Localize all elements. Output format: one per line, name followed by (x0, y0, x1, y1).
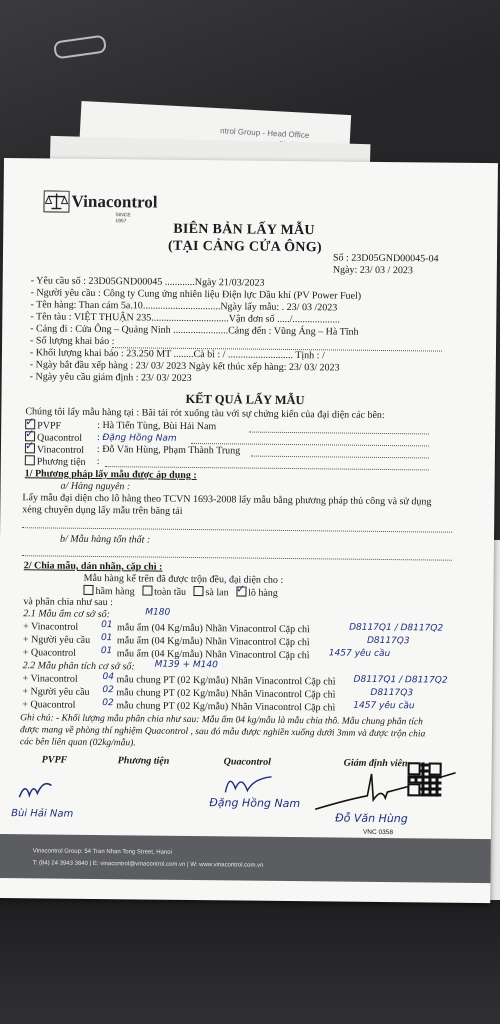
section1-a-text2: xẻng chuyên dụng lấy mẫu trên băng tải (22, 504, 183, 517)
stored-row-quacontrol: + Quacontrol (22, 647, 77, 659)
footer-contacts: T: (84) 24 3943 3840 | E: vinacontrol@vinacontrol.com.vn | W: www.vinacontrol.com.vn (32, 860, 264, 869)
signature-label-pvpf: PVPF (41, 754, 68, 766)
analysis-row-requester: + Người yêu cầu (22, 686, 90, 698)
field-request-no: - Yêu cầu số : 23D05GND00045 ............Ngày 21/03/2023 (30, 275, 265, 289)
report-number: Số : 23D05GND00045-04 (332, 252, 439, 265)
quacontrol-signer-name: Đặng Hồng Nam (209, 796, 301, 811)
party-vehicle: Phương tiện (25, 455, 86, 468)
note-line-3: các bên liên quan (02kg/mẫu). (19, 737, 136, 749)
analysis-row-quacontrol: + Quacontrol (22, 699, 76, 711)
party-vinacontrol: ✓Vinacontrol (25, 443, 84, 456)
report-subtitle: (TẠI CẢNG CỬA ÔNG) (168, 238, 322, 256)
vehicle-checkbox[interactable] (25, 455, 35, 465)
field-goods: - Tên hàng: Than cám 5a.10...............................Ngày lấy mẫu: . 23/ 03 /2023 (30, 299, 338, 314)
sampling-report-sheet: Vinacontrol SINCE 1957 BIÊN BẢN LẤY MẪU (TẠI CẢNG CỬA ÔNG) Số : 23D05GND00045-04 Ngày: 23/ 03 / 2023 - Yêu cầu số : 23D05GND00045 ............Ngày 21/03/2023 - Người yêu cầu : Công ty Cung ứng nhiên liệu Điện lực Dầu khí (PV Power Fuel) - Tên hàng: Than cám 5a.10...............................Ngày lấy mẫu: . 23/ 03 /2023 - Tên tàu : VIỆT THUẬN 235...............................Vận đơn số ...../................... - Cảng đi : Cửa Ông – Quảng Ninh ......................Cảng đến : Vũng Áng – Hà Tĩnh - Số lượng khai báo : - Khối lượng khai báo : 23.250 MT ........Cà bì : / .......................... Tịnh : / - Ngày bắt đầu xếp hàng : 23/ 03/ 2023 Ngày kết thúc xếp hàng: 23/ 03/ 2023 - Ngày yêu cầu giám định : 23/ 03/ 2023 KẾT QUẢ LẤY MẪU Chúng tôi lấy mẫu hàng tại : Bãi tải rót xuống tàu với sự chứng kiến của đại diện các bên: ✓PVPF : Hà Tiến Tùng, Bùi Hải Nam ✓Quacontrol : Đặng Hồng Nam ✓Vinacontrol : Đỗ Văn Hùng, Phạm Thành Trung Phương tiện : 1/ Phương pháp lấy mẫu được áp dụng : a/ Hàng nguyên : Lấy mẫu đại diện cho lô hàng theo TCVN 1693-2008 lấy mẫu bằng phương pháp thủ công và sử dụng xẻng chuyên dụng lấy mẫu trên băng tải b/ Mẫu hàng tổn thất : 2/ Chia mẫu, dán nhãn, cặp chì : Mẫu hàng kể trên đã được trộn đều, đại diện cho : hầm hàng toàn tầu sà lan ✓ lô hàng và phân chia như sau : 2.1 Mẫu ẩm cơ sở số: M180 + Vinacontrol 01 mẫu ẩm (04 Kg/mẫu) Nhãn Vinacontrol Cặp chì D8117Q1 / D8117Q2 + Người yêu cầu 01 mẫu ẩm (04 Kg/mẫu) Nhãn Vinacontrol Cặp chì D8117Q3 + Quacontrol 01 mẫu ẩm (04 Kg/mẫu) Nhãn Vinacontrol Cặp chì 1457 yêu cầu 2.2 Mẫu phân tích cơ sở số: M139 + M140 + Vinacontrol 04 mẫu chung PT (02 Kg/mẫu) Nhãn Vinacontrol Cặp chì D8117Q1 / D8117Q2 + Người yêu cầu 02 mẫu chung PT (02 Kg/mẫu) Nhãn Vinacontrol Cặp chì D8117Q3 + Quacontrol 02 mẫu chung PT (02 Kg/mẫu) Nhãn Vinacontrol Cặp chì 1457 yêu cầu Ghi chú: - Khối lượng mẫu phân chia như sau: Mẫu ẩm 04 kg/mẫu là mẫu chia thô. Mẫu chung phân tích được mang về phòng thí nghiệm Quacontrol , sau đó mẫu được nghiền xuống dưới 3mm và được trộn chia các bên liên quan (02kg/mẫu). PVPF Phương tiện Quacontrol Giám định viên Bùi Hải Nam Đặng Hồng Nam Đỗ Văn Hùng VNC 0358 Vinacontrol Group: 54 Tran Nhan Tong Street, Hanoi T: (84) 24 3943 3840 | E: vinacontrol@vinacontrol.com.vn | W: www.vinacontrol.com.vn (0, 158, 498, 903)
party-vinacontrol-value: : Đỗ Văn Hùng, Phạm Thành Trung (96, 443, 241, 457)
option-cargo-hold[interactable]: hầm hàng (83, 586, 134, 598)
stored-sample-label: 2.1 Mẫu ẩm cơ sở số: (23, 608, 111, 621)
note-line-2: được mang về phòng thí nghiệm Quacontrol , sau đó mẫu được nghiền xuống dưới 3mm và được trộn chia (19, 725, 426, 740)
sampling-intro: Chúng tôi lấy mẫu hàng tại : Bãi tải rót xuống tàu với sự chứng kiến của đại diện các bên: (25, 406, 385, 422)
section2-mixed: Mẫu hàng kể trên đã được trộn đều, đại diện cho : (83, 572, 284, 586)
vinacontrol-checkbox[interactable] (25, 443, 35, 453)
field-inspection-date: - Ngày yêu cầu giám định : 23/ 03/ 2023 (29, 371, 192, 384)
qr-code-icon (407, 762, 441, 796)
report-title: BIÊN BẢN LẤY MẪU (173, 221, 315, 239)
section1-a-label: a/ Hàng nguyên : (60, 480, 131, 493)
option-lot[interactable]: ✓ lô hàng (236, 587, 278, 598)
pvpf-signature (15, 773, 55, 807)
field-requester: - Người yêu cầu : Công ty Cung ứng nhiên liệu Điện lực Dầu khí (PV Power Fuel) (30, 287, 362, 302)
background-bottom (0, 890, 500, 1024)
section1-title: 1/ Phương pháp lấy mẫu được áp dụng : (24, 468, 197, 482)
note-line-1: Ghi chú: - Khối lượng mẫu phân chia như sau: Mẫu ẩm 04 kg/mẫu là mẫu chia thô. Mẫu chung phân tích (20, 713, 423, 728)
signature-label-inspector: Giám định viên (343, 757, 408, 770)
company-name: Vinacontrol (71, 191, 158, 212)
analysis-sample-number: M139 + M140 (154, 659, 218, 671)
back-page-header: ntrol Group - Head Office (219, 126, 310, 140)
section2-split: và phân chia như sau : (23, 596, 113, 609)
option-barge[interactable]: sà lan (193, 587, 228, 598)
analysis-sample-label: 2.2 Mẫu phân tích cơ sở số: (22, 660, 135, 673)
result-title: KẾT QUẢ LẤY MẪU (185, 391, 305, 408)
report-date: Ngày: 23/ 03 / 2023 (332, 264, 413, 277)
party-pvpf: ✓PVPF (25, 419, 61, 431)
field-vessel: - Tên tàu : VIỆT THUẬN 235...............................Vận đơn số ...../................... (30, 311, 340, 326)
page-footer (0, 834, 491, 883)
party-quacontrol-value: Đặng Hồng Nam (102, 433, 177, 444)
party-quacontrol: ✓Quacontrol (25, 431, 82, 444)
field-declared-weight: - Khối lượng khai báo : 23.250 MT ........Cà bì : / .......................... Tịnh : / (29, 347, 325, 362)
inspector-signer-name: Đỗ Văn Hùng (335, 811, 408, 826)
section2-title: 2/ Chia mẫu, dán nhãn, cặp chì : (23, 560, 163, 573)
signature-label-quacontrol: Quacontrol (223, 756, 271, 768)
inspector-stamp-code: VNC 0358 (362, 828, 393, 837)
company-since: SINCE 1957 (115, 212, 131, 225)
field-ports: - Cảng đi : Cửa Ông – Quảng Ninh ......................Cảng đến : Vũng Áng – Hà Tĩnh (30, 323, 359, 338)
footer-address: Vinacontrol Group: 54 Tran Nhan Tong Street, Hanoi (32, 848, 172, 856)
section1-b-label: b/ Mẫu hàng tổn thất : (59, 533, 151, 546)
pvpf-signer-name: Bùi Hải Nam (11, 808, 74, 820)
party-vehicle-value: : (96, 455, 100, 468)
field-loading-dates: - Ngày bắt đầu xếp hàng : 23/ 03/ 2023 Ngày kết thúc xếp hàng: 23/ 03/ 2023 (29, 359, 340, 374)
stored-row-vinacontrol: + Vinacontrol (23, 621, 79, 633)
quacontrol-signature (219, 768, 279, 799)
analysis-row-vinacontrol: + Vinacontrol (22, 673, 78, 685)
option-whole-ship[interactable]: toàn tầu (142, 586, 186, 597)
field-declared-qty: - Số lượng khai báo : (30, 335, 115, 348)
signature-label-vehicle: Phương tiện (117, 755, 170, 767)
party-pvpf-value: : Hà Tiến Tùng, Bùi Hải Nam (97, 419, 217, 433)
scale-logo-icon (43, 190, 69, 212)
section1-a-text1: Lấy mẫu đại diện cho lô hàng theo TCVN 1693-2008 lấy mẫu bằng phương pháp thủ công và sử dụng (22, 492, 432, 508)
stored-sample-number: M180 (145, 607, 171, 618)
stored-row-requester: + Người yêu cầu (22, 634, 91, 646)
